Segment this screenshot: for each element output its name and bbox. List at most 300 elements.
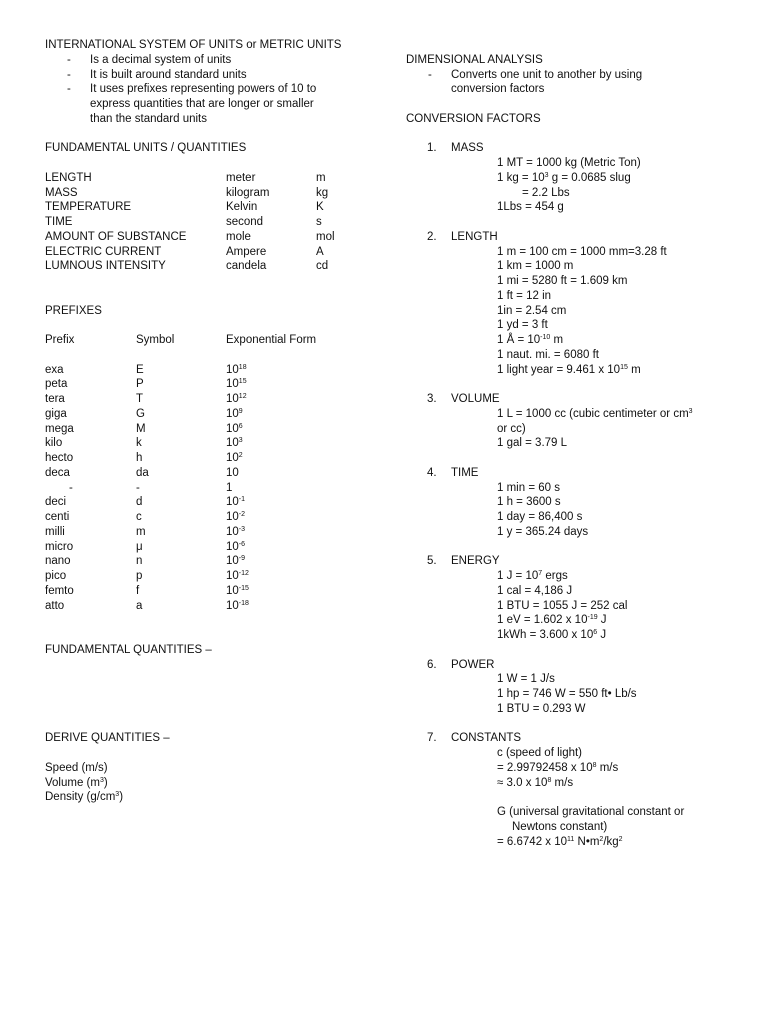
symbol-col-header: Symbol <box>136 334 175 346</box>
exponential-form <box>226 377 247 392</box>
prefix-row <box>45 436 385 451</box>
conversion-text <box>497 835 623 850</box>
exp-power: 9 <box>238 407 243 415</box>
section-number: 1. <box>427 142 437 155</box>
prefix-name: giga <box>45 407 67 420</box>
text-segment: 1 yd = 3 ft <box>497 319 548 332</box>
prefix-name: milli <box>45 525 65 538</box>
spacer <box>45 613 385 628</box>
derived-quantity-line <box>45 776 385 791</box>
conversion-line <box>406 599 746 614</box>
unit-name: kilogram <box>226 186 270 199</box>
conversion-line <box>406 363 746 378</box>
conversion-text <box>497 171 631 186</box>
unit-symbol: K <box>316 201 324 214</box>
spacer <box>45 672 385 687</box>
conversion-text <box>497 584 572 599</box>
exp-base: 10 <box>226 540 239 553</box>
quantity-name: TIME <box>45 216 73 228</box>
conversion-line <box>406 613 746 628</box>
derived-close: ) <box>119 791 124 804</box>
exponential-col-header: Exponential Form <box>226 334 317 346</box>
prefix-name: atto <box>45 599 65 612</box>
quantity-name: AMOUNT OF SUBSTANCE <box>45 230 187 243</box>
dimensional-bullet-line <box>406 82 746 97</box>
text-segment: 1 hp = 746 W = 550 ft• Lb/s <box>497 688 637 700</box>
section-number: 3. <box>427 393 437 405</box>
prefix-row <box>45 584 385 599</box>
text-segment: c (speed of light) <box>497 747 583 759</box>
derived-quantity-line <box>45 761 385 776</box>
spacer <box>45 318 385 333</box>
exponential-form <box>226 407 243 422</box>
conversion-text <box>497 274 627 289</box>
spacer <box>45 628 385 643</box>
conversion-text <box>497 613 607 628</box>
text-segment: 1kWh = 3.600 x 10 <box>497 629 594 641</box>
conversion-text <box>497 525 588 540</box>
conversion-text <box>497 672 555 687</box>
conversion-line <box>406 156 746 171</box>
exp-base: 10 <box>226 378 239 391</box>
conversion-line <box>406 835 746 850</box>
conversion-line <box>406 584 746 599</box>
section-title: TIME <box>451 466 479 479</box>
exponent: 3 <box>544 171 549 179</box>
text-segment: 1 day = 86,400 s <box>497 511 583 523</box>
exp-base: 10 <box>226 584 239 597</box>
conversion-line <box>406 274 746 289</box>
conversion-section-title <box>406 554 746 569</box>
exp-base: 10 <box>226 407 239 420</box>
text-segment: 1 h = 3600 s <box>497 496 561 509</box>
exponent: 6 <box>593 629 598 636</box>
prefix-row <box>45 466 385 481</box>
unit-symbol: A <box>316 245 324 258</box>
conversion-line <box>406 171 746 186</box>
text-segment: 1 ft = 12 in <box>497 289 552 302</box>
conversion-text <box>497 200 564 215</box>
text-segment: 1 cal = 4,186 J <box>497 584 573 597</box>
prefix-header-row <box>45 333 385 348</box>
conversion-line <box>406 422 746 437</box>
text-segment: ≈ 3.0 x 10 <box>497 776 548 789</box>
unit-symbol: s <box>316 216 322 228</box>
unit-name: mole <box>226 230 251 243</box>
section-number: 7. <box>427 732 437 745</box>
si-bullet-text: than the standard units <box>90 112 207 125</box>
exponential-form <box>226 436 243 451</box>
conversion-line <box>406 761 746 776</box>
exponential-form <box>226 510 245 525</box>
prefix-row <box>45 540 385 555</box>
fundamental-unit-row <box>45 215 385 230</box>
prefix-row <box>45 422 385 437</box>
prefix-row <box>45 481 385 496</box>
prefix-name: - <box>69 481 73 494</box>
prefix-symbol: m <box>136 525 146 538</box>
conversion-section-title <box>406 658 746 673</box>
fundamental-unit-row <box>45 200 385 215</box>
exponent: 8 <box>547 776 552 784</box>
section-number: 6. <box>427 658 437 671</box>
spacer <box>45 348 385 363</box>
prefix-row <box>45 451 385 466</box>
prefix-symbol: c <box>136 511 142 523</box>
exponent: 2 <box>618 835 623 843</box>
derived-exp: 3 <box>115 791 120 799</box>
prefix-name: mega <box>45 422 74 435</box>
conversion-line <box>406 318 746 333</box>
fundamental-unit-row <box>45 259 385 274</box>
conversion-text <box>497 687 637 702</box>
exponential-form <box>226 584 249 599</box>
prefix-row <box>45 554 385 569</box>
exponential-form <box>226 466 239 481</box>
text-segment: J <box>597 629 607 641</box>
text-segment: g = 0.0685 slug <box>548 171 631 184</box>
exponential-form <box>226 495 245 510</box>
conversion-line <box>406 200 746 215</box>
dimensional-bullet-text: conversion factors <box>451 83 545 96</box>
prefix-symbol: h <box>136 452 143 464</box>
exponential-form <box>226 540 245 555</box>
prefix-row <box>45 407 385 422</box>
text-segment: 1 m = 100 cm = 1000 mm=3.28 ft <box>497 245 667 258</box>
spacer <box>45 702 385 717</box>
exp-power: -1 <box>238 496 246 504</box>
exponential-form <box>226 363 247 378</box>
conversion-text <box>497 702 586 717</box>
spacer <box>406 790 746 805</box>
exponential-form <box>226 422 243 437</box>
section-number: 2. <box>427 230 437 243</box>
conversion-text <box>497 628 606 643</box>
exponential-form <box>226 525 245 540</box>
unit-symbol: cd <box>316 260 329 273</box>
text-segment: m/s <box>551 776 574 789</box>
conversion-line <box>406 510 746 525</box>
si-bullet-line <box>45 82 385 97</box>
conversion-section-title <box>406 731 746 746</box>
exp-power: 6 <box>238 422 243 430</box>
spacer <box>406 643 746 658</box>
conversion-text <box>497 333 563 348</box>
exponential-form <box>226 569 249 584</box>
conversion-text <box>497 776 573 791</box>
text-segment: = 2.2 Lbs <box>522 186 570 199</box>
exp-base: 10 <box>226 452 239 464</box>
prefix-symbol: G <box>136 407 145 420</box>
prefix-symbol: k <box>136 437 142 450</box>
fundamental-heading-line <box>45 141 385 156</box>
section-title: LENGTH <box>451 230 498 243</box>
conversion-line <box>406 672 746 687</box>
exp-power: 18 <box>238 363 247 371</box>
exp-base: 10 <box>226 466 239 479</box>
spacer <box>406 377 746 392</box>
text-segment: 1Lbs = 454 g <box>497 201 564 214</box>
exp-base: 10 <box>226 363 239 376</box>
prefix-name: centi <box>45 511 70 523</box>
conversion-text <box>497 436 567 451</box>
conversion-text <box>497 569 568 584</box>
conversion-line <box>406 805 746 820</box>
exp-power: 3 <box>238 437 243 445</box>
text-segment: = 2.99792458 x 10 <box>497 761 593 774</box>
exp-base: 10 <box>226 555 239 568</box>
bullet-dash: - <box>67 53 71 66</box>
prefix-name: peta <box>45 378 68 391</box>
prefix-symbol: da <box>136 466 149 479</box>
exponent: -10 <box>540 334 551 341</box>
conversion-line <box>406 348 746 363</box>
conversion-text <box>497 289 551 304</box>
unit-name: Ampere <box>226 245 267 258</box>
conversion-text <box>497 599 627 614</box>
prefix-name: hecto <box>45 452 74 464</box>
exp-power: 2 <box>238 452 243 459</box>
quantity-name: LENGTH <box>45 171 92 184</box>
fundamental-unit-row <box>45 186 385 201</box>
exp-base: 10 <box>226 393 239 405</box>
prefix-symbol: n <box>136 555 143 568</box>
unit-symbol: kg <box>316 186 329 199</box>
prefix-symbol: P <box>136 378 144 391</box>
si-bullet-line <box>45 68 385 83</box>
dimensional-bullet-text: Converts one unit to another by using <box>451 68 643 81</box>
conversion-text <box>512 820 607 835</box>
text-segment: 1 BTU = 1055 J = 252 cal <box>497 599 628 612</box>
section-title: MASS <box>451 142 484 155</box>
prefixes-heading: PREFIXES <box>45 304 102 317</box>
si-bullet-text: It is built around standard units <box>90 68 247 81</box>
exp-power: -18 <box>238 599 249 607</box>
derived-exp: 3 <box>99 776 104 784</box>
prefix-row <box>45 599 385 614</box>
conversion-line <box>406 289 746 304</box>
conversion-line <box>406 687 746 702</box>
text-segment: = 6.6742 x 10 <box>497 835 568 848</box>
spacer <box>45 289 385 304</box>
prefixes-heading-line <box>45 304 385 319</box>
text-segment: m <box>627 363 641 376</box>
unit-name: second <box>226 216 264 228</box>
conversion-text <box>497 259 573 274</box>
spacer <box>45 687 385 702</box>
spacer <box>45 127 385 142</box>
right-column <box>406 38 746 849</box>
text-segment: J <box>597 614 607 627</box>
prefix-name: deci <box>45 496 67 509</box>
conversion-line <box>406 569 746 584</box>
exp-power: 15 <box>238 378 247 386</box>
conversion-text <box>497 156 641 171</box>
conversion-heading-line <box>406 112 746 127</box>
conversion-line <box>406 481 746 496</box>
unit-name: meter <box>226 171 256 184</box>
derived-quantity-line <box>45 790 385 805</box>
conversion-text <box>497 510 582 525</box>
prefix-symbol: f <box>136 584 140 597</box>
conversion-text <box>497 805 684 820</box>
exponential-form <box>226 451 243 466</box>
unit-name: candela <box>226 260 267 273</box>
prefix-name: kilo <box>45 437 63 450</box>
prefix-symbol: d <box>136 496 143 509</box>
section-title: POWER <box>451 658 495 671</box>
prefix-name: pico <box>45 570 67 582</box>
derive-heading-line <box>45 731 385 746</box>
prefix-row <box>45 392 385 407</box>
prefix-symbol: μ <box>136 540 143 553</box>
derived-label: Speed (m/s) <box>45 761 108 774</box>
text-segment: 1 MT = 1000 kg (Metric Ton) <box>497 157 641 169</box>
exp-base: 10 <box>226 422 239 435</box>
exponential-form <box>226 599 249 614</box>
conversion-line <box>406 746 746 761</box>
derived-label: Volume (m <box>45 776 100 789</box>
conversion-text <box>497 746 582 761</box>
text-segment: 1 km = 1000 m <box>497 260 574 273</box>
spacer <box>45 658 385 673</box>
quantity-name: TEMPERATURE <box>45 201 132 214</box>
left-column <box>45 38 385 805</box>
fundamental-quantities-heading: FUNDAMENTAL QUANTITIES – <box>45 643 212 656</box>
conversion-line <box>406 820 746 835</box>
exponential-form <box>226 392 247 407</box>
prefix-row <box>45 525 385 540</box>
prefix-symbol: p <box>136 570 143 582</box>
conversion-text <box>497 407 693 422</box>
prefix-name: micro <box>45 540 74 553</box>
prefix-row <box>45 363 385 378</box>
exponent: 11 <box>567 835 575 843</box>
text-segment: 1 L = 1000 cc (cubic centimeter or cm <box>497 407 689 420</box>
text-segment: 1 kg = 10 <box>497 171 545 184</box>
prefix-row <box>45 569 385 584</box>
spacer <box>406 38 746 53</box>
text-segment: 1 min = 60 s <box>497 481 560 494</box>
conversion-factors-heading: CONVERSION FACTORS <box>406 112 541 125</box>
conversion-text <box>497 348 599 363</box>
conversion-text <box>497 495 561 510</box>
text-segment: 1 W = 1 J/s <box>497 673 555 686</box>
derived-label: Density (g/cm <box>45 791 116 804</box>
conversion-text <box>497 245 667 260</box>
conversion-line <box>406 333 746 348</box>
exp-base: 10 <box>226 496 239 509</box>
text-segment: 1 J = 10 <box>497 570 539 582</box>
si-bullet-text: Is a decimal system of units <box>90 53 232 66</box>
text-segment: 1 BTU = 0.293 W <box>497 702 586 715</box>
conversion-line <box>406 628 746 643</box>
exponential-form <box>226 554 245 569</box>
prefix-col-header: Prefix <box>45 334 75 346</box>
bullet-dash: - <box>428 68 432 81</box>
si-bullet-line <box>45 97 385 112</box>
spacer <box>406 97 746 112</box>
section-number: 5. <box>427 555 437 568</box>
exponent: 2 <box>599 835 604 843</box>
conversion-line <box>406 776 746 791</box>
exp-base: 10 <box>226 570 239 582</box>
conversion-section-title <box>406 466 746 481</box>
exp-power: -2 <box>238 511 246 518</box>
derive-quantities-heading: DERIVE QUANTITIES – <box>45 732 170 745</box>
prefix-row <box>45 510 385 525</box>
prefix-name: exa <box>45 363 64 376</box>
text-segment: 1 light year = 9.461 x 10 <box>497 363 621 376</box>
text-segment: Newtons constant) <box>512 820 608 833</box>
exponent: 7 <box>538 570 543 577</box>
text-segment: 1 eV = 1.602 x 10 <box>497 614 588 627</box>
exponent: 8 <box>592 761 597 769</box>
conversion-text <box>522 186 570 201</box>
exp-base: 1 <box>226 481 233 494</box>
text-segment: G (universal gravitational constant or <box>497 806 685 818</box>
conversion-text <box>497 761 618 776</box>
exp-base: 10 <box>226 437 239 450</box>
text-segment: 1 naut. mi. = 6080 ft <box>497 348 599 361</box>
spacer <box>45 717 385 732</box>
prefix-symbol: M <box>136 422 146 435</box>
conversion-line <box>406 702 746 717</box>
bullet-dash: - <box>67 83 71 96</box>
dimensional-analysis-heading: DIMENSIONAL ANALYSIS <box>406 53 543 66</box>
prefix-row <box>45 495 385 510</box>
conversion-line <box>406 304 746 319</box>
spacer <box>406 215 746 230</box>
conversion-line <box>406 259 746 274</box>
prefix-name: nano <box>45 555 71 568</box>
spacer <box>406 717 746 732</box>
si-heading: INTERNATIONAL SYSTEM OF UNITS or METRIC UNITS <box>45 39 342 51</box>
text-segment: 1 mi = 5280 ft = 1.609 km <box>497 275 628 287</box>
text-segment: /kg <box>603 835 619 848</box>
exponent: 15 <box>620 363 628 371</box>
derived-close: ) <box>103 776 108 789</box>
si-bullet-text: It uses prefixes representing powers of 10 to <box>90 83 317 96</box>
text-segment: ergs <box>542 570 568 582</box>
exp-power: 12 <box>238 393 247 400</box>
prefix-name: femto <box>45 584 74 597</box>
exp-base: 10 <box>226 511 239 523</box>
exp-power: -12 <box>238 570 249 577</box>
conversion-line <box>406 407 746 422</box>
spacer <box>45 274 385 289</box>
exponent: 3 <box>688 407 693 415</box>
prefix-symbol: - <box>136 481 140 494</box>
text-segment: m <box>550 334 564 346</box>
spacer <box>406 451 746 466</box>
text-segment: 1 Å = 10 <box>497 334 541 346</box>
conversion-section-title <box>406 230 746 245</box>
dimensional-heading-line <box>406 53 746 68</box>
section-title: ENERGY <box>451 555 500 568</box>
exponent: -19 <box>587 614 598 622</box>
conversion-line <box>406 245 746 260</box>
text-segment: 1 y = 365.24 days <box>497 525 589 538</box>
exp-power: -3 <box>238 525 246 533</box>
text-segment: m/s <box>596 761 619 774</box>
conversion-line <box>406 186 746 201</box>
conversion-text <box>497 422 526 437</box>
conversion-text <box>497 363 641 378</box>
exp-power: -15 <box>238 584 249 592</box>
si-bullet-text: express quantities that are longer or smaller <box>90 98 314 110</box>
dimensional-bullet-line <box>406 68 746 83</box>
